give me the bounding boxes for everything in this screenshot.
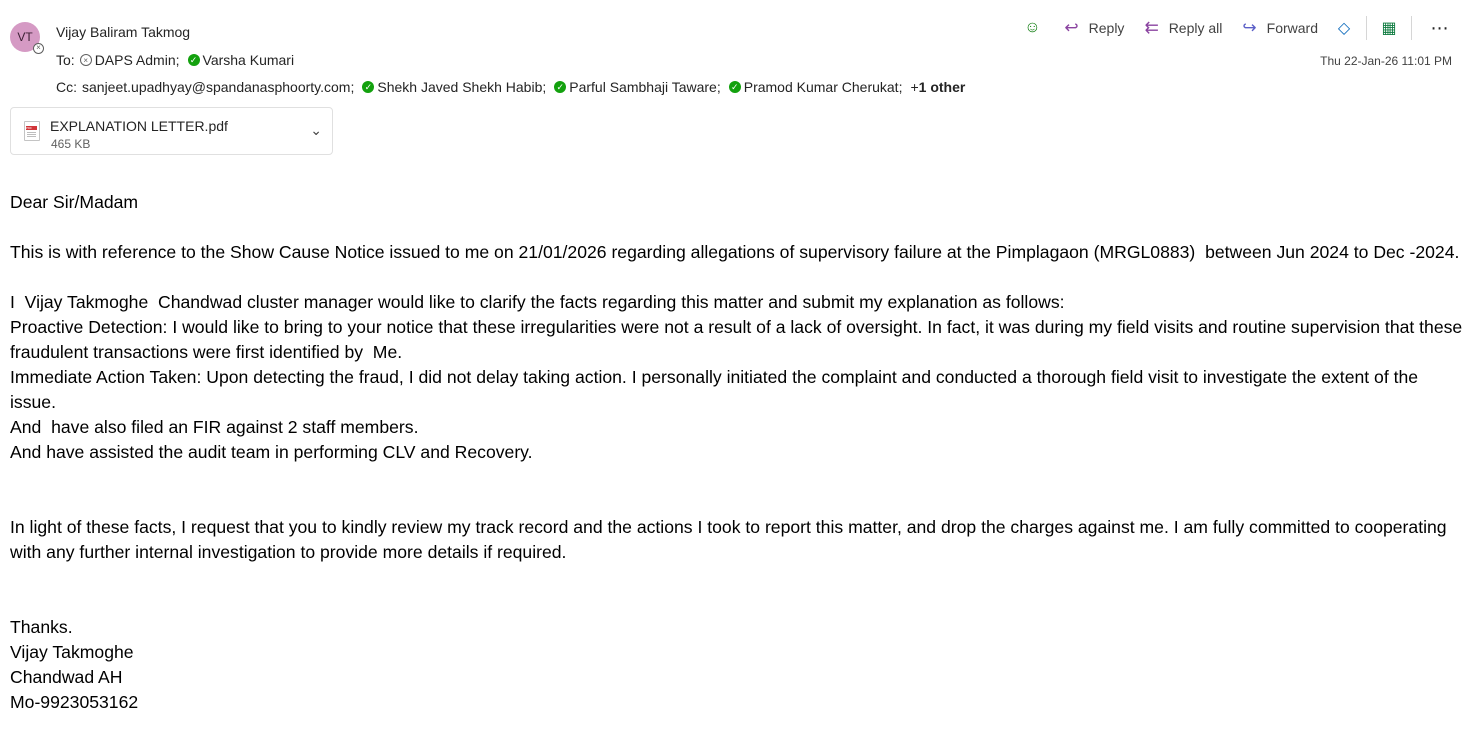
cc-recipient[interactable] [82,79,354,95]
message-toolbar [1020,14,1452,42]
more-prefix: + [910,79,919,95]
recipient-name: Shekh Javed Shekh Habib; [377,79,547,95]
presence-away-icon: × [80,54,92,66]
reply-all-icon: ⇇ [1144,18,1159,37]
presence-available-icon: ✓ [554,81,566,93]
attachment-size: 465 KB [51,137,91,151]
presence-available-icon: ✓ [729,81,741,93]
attachment-name: EXPLANATION LETTER.pdf [50,118,228,134]
body-line: And have also filed an FIR against 2 staff members. [10,417,419,437]
recipient-name: Varsha Kumari [202,52,295,68]
recipient-name: Parful Sambhaji Taware; [569,79,721,95]
to-recipient[interactable] [188,52,295,68]
cc-label: Cc: [56,79,77,95]
to-row [56,52,302,68]
attachment-card[interactable] [10,107,333,155]
toolbar-divider [1411,16,1412,40]
to-label: To: [56,52,75,68]
reply-all-label: Reply all [1168,20,1223,36]
sender-avatar[interactable] [10,22,40,52]
reply-icon: ↩ [1064,18,1079,37]
recipient-name: Pramod Kumar Cherukat; [743,79,903,95]
more-actions-icon[interactable]: ⋯ [1430,17,1450,38]
avatar-initials: VT [17,30,33,44]
presence-available-icon: ✓ [362,81,374,93]
signoff-line: Mo-9923053162 [10,692,139,712]
body-line: Immediate Action Taken: Upon detecting the fraud, I did not delay taking action. I personally initiated the complaint and conducted a thorough field visit to investigate the extent of the issue. [10,367,1423,412]
signoff-line: Chandwad AH [10,667,123,687]
reply-button[interactable] [1064,18,1124,38]
cc-recipient[interactable] [554,79,720,95]
copilot-icon[interactable]: ◇ [1337,20,1351,37]
reply-label: Reply [1088,20,1125,36]
body-line: Proactive Detection: I would like to bring to your notice that these irregularities were not a result of a lack of oversight. In fact, it was during my field visits and routine supervision that these fraudulent transactions were first identified by Me. [10,317,1468,362]
recipient-name: sanjeet.upadhyay@spandanasphoorty.com; [82,79,355,95]
body-paragraph: This is with reference to the Show Cause Notice issued to me on 21/01/2026 regarding allegations of supervisory failure at the Pimplagaon (MRGL0883) between Jun 2024 to Dec -2024. [10,242,1460,262]
body-line: I Vijay Takmoghe Chandwad cluster manager would like to clarify the facts regarding this matter and submit my explanation as follows: [10,292,1065,312]
forward-icon: ↪ [1242,18,1257,37]
message-datetime: Thu 22-Jan-26 11:01 PM [1320,54,1452,68]
forward-label: Forward [1266,20,1318,36]
chevron-down-icon[interactable]: ⌄ [310,122,322,138]
cc-recipient[interactable] [362,79,546,95]
toolbar-divider [1366,16,1367,40]
recipient-name: DAPS Admin; [94,52,180,68]
apps-icon[interactable]: ▦ [1381,20,1397,37]
greeting: Dear Sir/Madam [10,192,139,212]
body-paragraph: In light of these facts, I request that you to kindly review my track record and the actions I took to report this matter, and drop the charges against me. I am fully committed to cooperating with any further internal investigation to provide more details if required. [10,517,1452,562]
presence-offline-icon: × [33,43,44,54]
signoff-line: Thanks. [10,617,73,637]
pdf-file-icon [24,121,40,141]
presence-available-icon: ✓ [188,54,200,66]
pdf-badge: PDF [26,126,37,130]
emoji-reaction-icon[interactable]: ☺ [1024,19,1041,36]
to-recipient[interactable] [80,52,180,68]
cc-row [56,79,973,95]
more-count: 1 other [918,79,966,95]
cc-recipient[interactable] [729,79,903,95]
more-recipients-button[interactable] [910,79,965,95]
reply-all-button[interactable] [1144,18,1222,38]
signoff-line: Vijay Takmoghe [10,642,134,662]
forward-button[interactable] [1242,18,1318,38]
message-body [10,190,1468,715]
body-line: And have assisted the audit team in performing CLV and Recovery. [10,442,533,462]
sender-name[interactable]: Vijay Baliram Takmog [56,24,191,40]
